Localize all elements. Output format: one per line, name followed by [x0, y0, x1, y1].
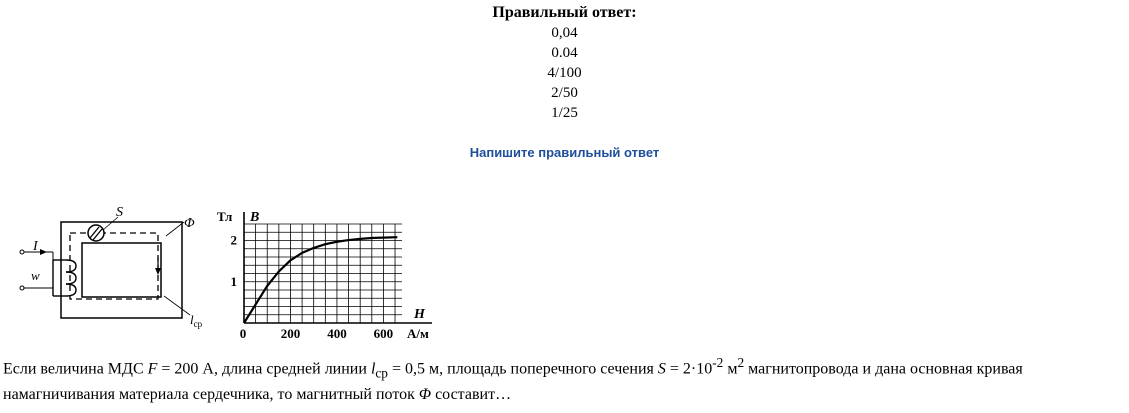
coil-winding — [53, 260, 76, 296]
y-axis-label: B — [250, 210, 260, 225]
answer-value: 0,04 — [551, 25, 578, 41]
bh-curve-chart — [217, 209, 432, 341]
x-axis-label: H — [414, 307, 425, 322]
core-outer — [61, 222, 182, 318]
current-arrow — [40, 249, 47, 255]
label-current: I — [33, 239, 38, 254]
core-inner — [82, 243, 161, 297]
y-unit-label: Тл — [217, 209, 233, 224]
flux-arrow — [155, 268, 161, 275]
correct-answer-block — [0, 3, 1129, 123]
terminal-top — [20, 250, 24, 254]
label-S: S — [116, 205, 123, 220]
answer-value: 4/100 — [547, 65, 582, 81]
label-flux: Φ — [184, 216, 195, 231]
x-tick-label: 200 — [280, 326, 301, 341]
x-tick-label: 600 — [373, 326, 394, 341]
write-answer-prompt: Напишите правильный ответ — [469, 145, 660, 160]
label-mean-length: $l_{ср}$ — [190, 312, 203, 329]
problem-figure — [0, 200, 460, 348]
correct-answer-title: Правильный ответ: — [492, 4, 637, 21]
x-tick-label: 400 — [327, 326, 347, 341]
y-tick-label: 1 — [230, 273, 237, 289]
answer-value: 1/25 — [551, 105, 578, 121]
x-unit-label: А/м — [407, 326, 429, 341]
answer-value: 0.04 — [551, 45, 578, 61]
origin-label: 0 — [239, 326, 247, 341]
y-tick-label: 2 — [230, 232, 237, 248]
answer-value: 2/50 — [551, 85, 578, 101]
cross-section-circle — [88, 225, 104, 241]
label-turns: w — [31, 268, 40, 283]
question-text: Если величина МДС F = 200 А, длина средней линии $l_{ср} = 0,5$ м, площадь поперечного сечения $S = 2\cdot 10^{-2}$ $м^2$ магнитопровода и дана основная кривая намагничивания материала сердечника, то магнитный поток Φ составит… — [3, 355, 1023, 403]
magnetic-circuit-diagram — [20, 217, 190, 318]
terminal-bottom — [20, 286, 24, 290]
